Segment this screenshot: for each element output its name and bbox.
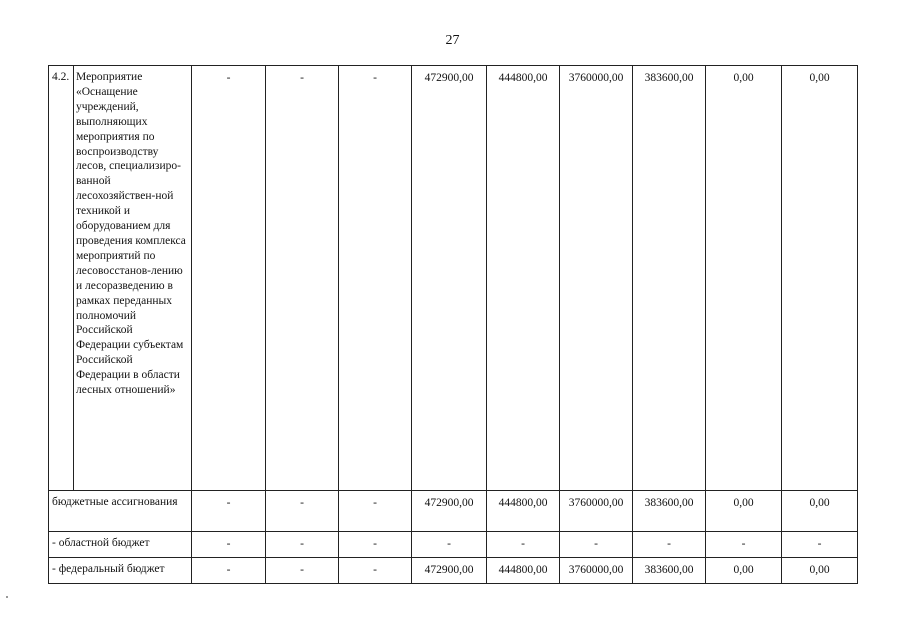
budget-table [48, 65, 858, 584]
table-cell: - [633, 532, 706, 558]
row-description: Мероприятие «Оснащение учреждений, выполняющих мероприятия по воспроизводству лесов, специализиро-ванной лесохозяйствен-ной техникой и оборудованием для проведения комплекса мероприятий по лесовосстанов-лению и лесоразведению в рамках переданных полномочий Российской Федерации субъектам Российской Федерации в области лесных отношений» [74, 70, 190, 398]
table-cell: 3760000,00 [560, 558, 633, 584]
table-cell: 472900,00 [412, 66, 487, 491]
row-index: 4.2. [49, 66, 74, 491]
table-cell: 0,00 [782, 66, 858, 491]
table-cell: 3760000,00 [560, 491, 633, 532]
table-cell: - [266, 558, 339, 584]
table-cell: - [192, 532, 266, 558]
table-cell: - [266, 532, 339, 558]
table-cell: 0,00 [706, 558, 782, 584]
table-cell: 472900,00 [412, 491, 487, 532]
table-cell: - [192, 66, 266, 491]
table-cell: 444800,00 [487, 558, 560, 584]
table-cell: - [339, 532, 412, 558]
table-cell: - [706, 532, 782, 558]
table-cell: - [487, 532, 560, 558]
table-cell: - [339, 491, 412, 532]
table-cell: - [192, 558, 266, 584]
table-cell: - [412, 532, 487, 558]
row-label: бюджетные ассигнования [49, 491, 192, 532]
row-description-cell [74, 66, 192, 491]
table-row-federal-budget [49, 558, 858, 584]
table-cell: 0,00 [706, 491, 782, 532]
table-cell: - [560, 532, 633, 558]
table-cell: 0,00 [782, 558, 858, 584]
table-cell: - [782, 532, 858, 558]
row-label: - федеральный бюджет [49, 558, 192, 584]
scan-artifact [6, 596, 8, 598]
table-row-budget-allocations [49, 491, 858, 532]
table-cell: 383600,00 [633, 558, 706, 584]
table-cell: - [266, 66, 339, 491]
table-cell: - [339, 558, 412, 584]
table-cell: 383600,00 [633, 491, 706, 532]
table-cell: - [192, 491, 266, 532]
table-cell: 472900,00 [412, 558, 487, 584]
table-cell: 0,00 [706, 66, 782, 491]
table-row-regional-budget [49, 532, 858, 558]
table-cell: 444800,00 [487, 491, 560, 532]
table-cell: - [339, 66, 412, 491]
table-cell: 3760000,00 [560, 66, 633, 491]
table-cell: - [266, 491, 339, 532]
table-cell: 444800,00 [487, 66, 560, 491]
row-label: - областной бюджет [49, 532, 192, 558]
table-row-main [49, 66, 858, 491]
page-number: 27 [445, 33, 460, 48]
table-cell: 0,00 [782, 491, 858, 532]
table-cell: 383600,00 [633, 66, 706, 491]
